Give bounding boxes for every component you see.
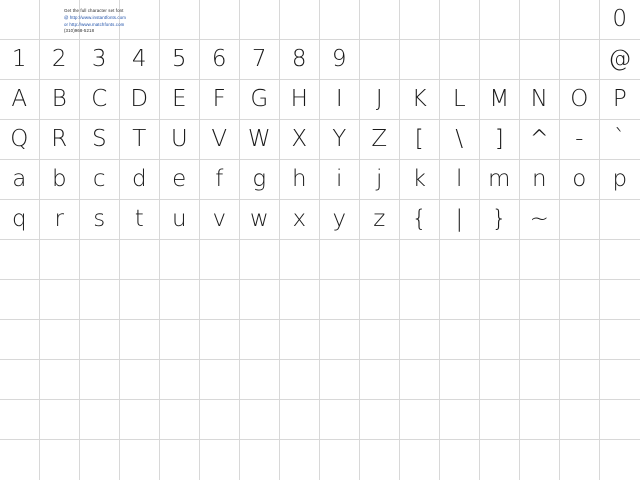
glyph-cell [400,440,440,480]
glyph-cell [600,200,640,240]
glyph-cell [520,320,560,360]
glyph-cell [200,440,240,480]
glyph: 1 [11,46,28,72]
glyph-cell [360,120,400,160]
glyph-cell [160,360,200,400]
glyph-cell [360,320,400,360]
glyph-cell [40,400,80,440]
glyph-cell [440,200,480,240]
glyph-cell [80,120,120,160]
glyph: L [452,86,467,112]
glyph-cell [40,440,80,480]
glyph: - [575,126,584,152]
glyph-cell [280,160,320,200]
glyph: C [91,86,108,112]
glyph-cell [480,160,520,200]
glyph-cell [280,0,320,40]
glyph-cell [0,0,40,40]
glyph-cell [520,280,560,320]
glyph: F [212,86,227,112]
glyph-cell [440,160,480,200]
glyph: p [612,166,628,192]
glyph-cell [440,0,480,40]
glyph-cell [520,80,560,120]
glyph-cell [320,120,360,160]
glyph-cell [160,320,200,360]
glyph-cell [120,160,160,200]
glyph-cell [360,40,400,80]
glyph-cell [360,0,400,40]
glyph: x [292,206,307,232]
glyph: [ [414,126,425,152]
glyph-cell [360,200,400,240]
glyph-cell [520,440,560,480]
glyph-cell [480,320,520,360]
glyph-cell [480,400,520,440]
glyph: 5 [171,46,188,72]
glyph-cell [400,400,440,440]
glyph-cell [160,200,200,240]
glyph-cell [480,40,520,80]
glyph-cell [400,40,440,80]
glyph-cell [80,440,120,480]
glyph: u [171,206,188,232]
glyph-cell [240,360,280,400]
glyph-cell [320,440,360,480]
glyph-cell [440,360,480,400]
glyph-cell [360,360,400,400]
glyph-cell [80,320,120,360]
glyph-cell [320,240,360,280]
glyph-cell [560,80,600,120]
glyph: D [130,86,149,112]
glyph-cell [0,360,40,400]
glyph-cell [600,320,640,360]
glyph: ` [614,126,626,152]
glyph: ~ [529,206,550,232]
glyph: e [172,166,187,192]
glyph: g [252,166,267,192]
glyph-cell [520,120,560,160]
glyph-cell [400,240,440,280]
glyph: Y [332,126,347,152]
glyph-cell [320,200,360,240]
glyph-cell [320,320,360,360]
glyph: A [11,86,28,112]
glyph-cell [560,440,600,480]
glyph-cell [160,80,200,120]
glyph: G [250,86,269,112]
glyph-cell [600,40,640,80]
glyph: o [572,166,587,192]
glyph: c [92,166,107,192]
glyph-cell [560,240,600,280]
glyph: l [456,166,463,192]
glyph-cell [600,80,640,120]
glyph-cell [40,320,80,360]
glyph-cell [200,160,240,200]
glyph-cell [320,80,360,120]
glyph-cell [240,160,280,200]
glyph-cell [160,280,200,320]
glyph-cell [320,160,360,200]
glyph-cell [560,400,600,440]
glyph: h [291,166,308,192]
glyph: } [491,206,508,232]
glyph-cell [600,360,640,400]
notice-line-2: @ http://www.instantfonts.com [64,14,127,20]
glyph-cell [160,160,200,200]
glyph-cell [600,400,640,440]
glyph-cell [600,120,640,160]
glyph-cell [80,240,120,280]
glyph: U [170,126,189,152]
glyph-cell [600,440,640,480]
glyph-cell [400,80,440,120]
glyph-cell [160,400,200,440]
glyph-cell [240,40,280,80]
glyph-cell [440,440,480,480]
glyph-cell [80,360,120,400]
glyph-cell [320,400,360,440]
glyph: f [215,166,224,192]
glyph-cell [280,400,320,440]
glyph-cell [600,280,640,320]
glyph-cell [160,120,200,160]
glyph-cell [0,40,40,80]
glyph-cell [480,0,520,40]
glyph-cell [40,200,80,240]
glyph-cell [320,280,360,320]
glyph-cell [480,240,520,280]
glyph: T [132,126,147,152]
glyph: \ [455,126,464,152]
glyph-cell [280,120,320,160]
glyph-cell [200,40,240,80]
glyph: 3 [91,46,108,72]
glyph: Q [10,126,29,152]
glyph-cell [240,280,280,320]
glyph-cell [280,240,320,280]
glyph: { [411,206,428,232]
glyph-cell [280,40,320,80]
notice-line-3: or http://www.matchfonts.com [64,21,125,27]
glyph-cell [120,40,160,80]
glyph-cell [320,40,360,80]
glyph: E [171,86,188,112]
glyph: X [291,126,308,152]
glyph-cell [280,80,320,120]
glyph-cell [200,200,240,240]
glyph-cell [120,320,160,360]
notice-line-4: (310)968-5218 [64,28,95,34]
glyph: I [335,86,344,112]
glyph-cell [120,120,160,160]
glyph-cell [280,200,320,240]
glyph-cell [200,280,240,320]
glyph-cell [360,440,400,480]
glyph-cell [440,320,480,360]
glyph-cell [120,360,160,400]
glyph-cell [480,280,520,320]
glyph: 9 [331,46,348,72]
glyph-cell [200,0,240,40]
glyph-cell [400,280,440,320]
glyph-cell [440,400,480,440]
glyph: s [93,206,106,232]
glyph-cell [120,400,160,440]
glyph-cell [240,240,280,280]
glyph-cell [0,200,40,240]
glyph-cell [80,400,120,440]
glyph: ] [494,126,505,152]
glyph-cell [560,120,600,160]
glyph-cell [80,280,120,320]
glyph: O [570,86,589,112]
glyph: P [612,86,628,112]
glyph-cell [120,200,160,240]
glyph-cell [200,320,240,360]
glyph: 0 [612,6,628,32]
glyph-cell [0,280,40,320]
glyph: z [373,206,386,232]
glyph-cell [80,160,120,200]
glyph-cell [200,400,240,440]
glyph-cell [80,80,120,120]
glyph-cell [360,80,400,120]
glyph-cell [160,40,200,80]
glyph-cell [440,40,480,80]
glyph: ^ [529,126,550,152]
glyph-cell [520,200,560,240]
glyph-cell [400,120,440,160]
glyph-cell [520,240,560,280]
glyph: 2 [51,46,68,72]
glyph: m [488,166,511,192]
glyph: 8 [291,46,308,72]
glyph-cell [280,360,320,400]
glyph: J [375,86,384,112]
glyph-cell [0,320,40,360]
glyph: k [412,166,427,192]
glyph-cell [0,160,40,200]
glyph-cell [560,200,600,240]
glyph-cell [200,240,240,280]
glyph: Z [371,126,388,152]
notice-line-1: Get the full character set font [64,8,124,13]
glyph-cell [360,240,400,280]
glyph-cell [440,280,480,320]
glyph: d [131,166,148,192]
glyph: 6 [211,46,228,72]
glyph: i [336,166,343,192]
glyph-cell [240,80,280,120]
glyph-cell [400,320,440,360]
glyph-cell [320,360,360,400]
glyph: K [411,86,428,112]
glyph-cell [600,0,640,40]
glyph-cell [40,80,80,120]
glyph: t [134,206,145,232]
glyph-cell [40,160,80,200]
glyph-cell [360,400,400,440]
glyph-cell [160,440,200,480]
glyph-cell [80,40,120,80]
glyph-cell [400,200,440,240]
glyph-cell [40,360,80,400]
glyph-cell [480,200,520,240]
glyph: j [376,166,383,192]
font-source-notice [64,8,174,35]
glyph-cell [160,240,200,280]
glyph: a [12,166,27,192]
glyph-cell [400,160,440,200]
glyph: W [247,126,272,152]
glyph-cell [240,440,280,480]
glyph-cell [0,400,40,440]
glyph-cell [560,320,600,360]
glyph-cell [520,0,560,40]
glyph-cell [0,80,40,120]
glyph-cell [600,160,640,200]
glyph-cell [440,240,480,280]
glyph: V [211,126,228,152]
glyph-cell [560,280,600,320]
glyph-cell [400,360,440,400]
glyph-cell [240,0,280,40]
glyph-cell [520,40,560,80]
glyph-cell [560,40,600,80]
glyph-cell [80,200,120,240]
glyph-cell [240,120,280,160]
glyph-cell [560,160,600,200]
glyph-cell [240,400,280,440]
glyph-cell [200,360,240,400]
glyph-cell [360,160,400,200]
glyph-cell [600,240,640,280]
glyph-cell [40,240,80,280]
glyph-cell [520,160,560,200]
glyph-cell [40,40,80,80]
glyph-cell [120,80,160,120]
glyph: S [91,126,108,152]
glyph-cell [440,120,480,160]
glyph-cell [280,280,320,320]
glyph-cell [320,0,360,40]
glyph: B [51,86,68,112]
glyph-cell [240,200,280,240]
glyph-cell [240,320,280,360]
glyph: H [290,86,309,112]
glyph-cell [480,80,520,120]
glyph-cell [200,120,240,160]
glyph-cell [400,0,440,40]
glyph-cell [480,440,520,480]
glyph-cell [560,0,600,40]
glyph-cell [0,440,40,480]
glyph: 4 [131,46,148,72]
glyph-cell [0,240,40,280]
glyph-cell [120,280,160,320]
glyph-cell [440,80,480,120]
glyph: r [54,206,65,232]
glyph-cell [120,440,160,480]
glyph: @ [608,46,632,72]
glyph: w [249,206,270,232]
glyph: n [531,166,548,192]
glyph-cell [280,320,320,360]
glyph-cell [520,400,560,440]
glyph-cell [120,240,160,280]
glyph: v [212,206,227,232]
glyph-cell [40,120,80,160]
glyph-cell [280,440,320,480]
glyph-cell [40,280,80,320]
glyph-cell [360,280,400,320]
glyph-cell [560,360,600,400]
glyph: q [11,206,28,232]
glyph-cell [520,360,560,400]
glyph-cell [480,120,520,160]
glyph: N [530,86,549,112]
glyph: | [455,206,464,232]
glyph-cell [480,360,520,400]
glyph: R [51,126,68,152]
glyph: b [51,166,68,192]
glyph: M [489,86,510,112]
glyph-cell [0,120,40,160]
glyph: 7 [251,46,268,72]
glyph: y [332,206,347,232]
glyph-cell [200,80,240,120]
